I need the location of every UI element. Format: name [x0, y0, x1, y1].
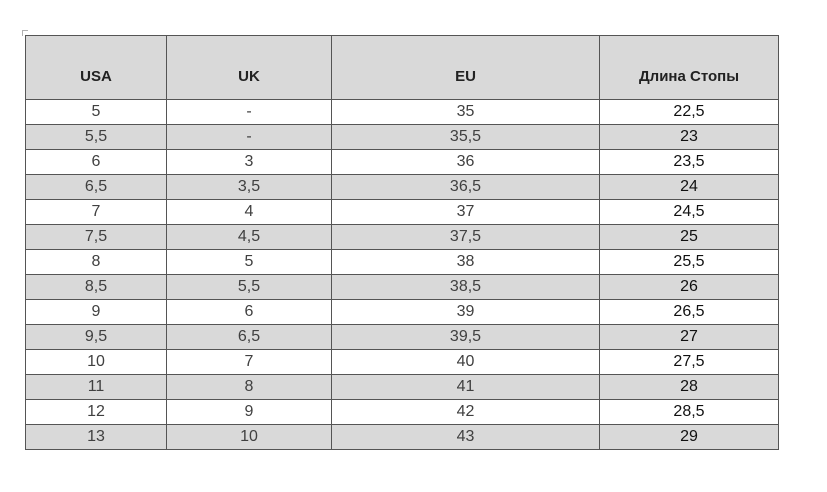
eu-cell: 36,5	[332, 175, 600, 200]
header-uk: UK	[167, 36, 332, 100]
foot-length-cell: 27	[600, 325, 779, 350]
table-row	[26, 100, 779, 125]
usa-cell: 6,5	[26, 175, 167, 200]
table-row	[26, 200, 779, 225]
usa-cell: 13	[26, 425, 167, 450]
uk-cell: 4	[167, 200, 332, 225]
usa-cell: 9	[26, 300, 167, 325]
eu-cell: 42	[332, 400, 600, 425]
foot-length-cell: 26,5	[600, 300, 779, 325]
foot-length-cell: 28	[600, 375, 779, 400]
table-row	[26, 150, 779, 175]
usa-cell: 5	[26, 100, 167, 125]
uk-cell: 6	[167, 300, 332, 325]
header-eu: EU	[332, 36, 600, 100]
eu-cell: 43	[332, 425, 600, 450]
eu-cell: 35	[332, 100, 600, 125]
eu-cell: 39,5	[332, 325, 600, 350]
eu-cell: 39	[332, 300, 600, 325]
eu-cell: 37,5	[332, 225, 600, 250]
foot-length-cell: 23	[600, 125, 779, 150]
table-body	[26, 100, 779, 450]
table-row	[26, 125, 779, 150]
eu-cell: 38	[332, 250, 600, 275]
uk-cell: 10	[167, 425, 332, 450]
usa-cell: 11	[26, 375, 167, 400]
uk-cell: 4,5	[167, 225, 332, 250]
uk-cell: 5	[167, 250, 332, 275]
header-foot-length: Длина Стопы	[600, 36, 779, 100]
uk-cell: 3	[167, 150, 332, 175]
foot-length-cell: 24,5	[600, 200, 779, 225]
foot-length-cell: 26	[600, 275, 779, 300]
foot-length-cell: 27,5	[600, 350, 779, 375]
foot-length-cell: 24	[600, 175, 779, 200]
eu-cell: 36	[332, 150, 600, 175]
foot-length-cell: 25	[600, 225, 779, 250]
uk-cell: -	[167, 125, 332, 150]
foot-length-cell: 25,5	[600, 250, 779, 275]
uk-cell: -	[167, 100, 332, 125]
usa-cell: 7,5	[26, 225, 167, 250]
foot-length-cell: 29	[600, 425, 779, 450]
uk-cell: 3,5	[167, 175, 332, 200]
usa-cell: 6	[26, 150, 167, 175]
table-row	[26, 275, 779, 300]
table-row	[26, 375, 779, 400]
usa-cell: 5,5	[26, 125, 167, 150]
table-row	[26, 350, 779, 375]
size-conversion-table	[25, 35, 779, 450]
eu-cell: 41	[332, 375, 600, 400]
table-row	[26, 425, 779, 450]
header-row	[26, 36, 779, 100]
usa-cell: 8,5	[26, 275, 167, 300]
table-row	[26, 400, 779, 425]
uk-cell: 5,5	[167, 275, 332, 300]
header-usa: USA	[26, 36, 167, 100]
usa-cell: 9,5	[26, 325, 167, 350]
usa-cell: 10	[26, 350, 167, 375]
foot-length-cell: 22,5	[600, 100, 779, 125]
uk-cell: 8	[167, 375, 332, 400]
eu-cell: 35,5	[332, 125, 600, 150]
usa-cell: 12	[26, 400, 167, 425]
table-row	[26, 175, 779, 200]
uk-cell: 6,5	[167, 325, 332, 350]
table-row	[26, 225, 779, 250]
eu-cell: 40	[332, 350, 600, 375]
uk-cell: 9	[167, 400, 332, 425]
table-row	[26, 250, 779, 275]
table-row	[26, 300, 779, 325]
foot-length-cell: 23,5	[600, 150, 779, 175]
table-row	[26, 325, 779, 350]
eu-cell: 38,5	[332, 275, 600, 300]
uk-cell: 7	[167, 350, 332, 375]
usa-cell: 8	[26, 250, 167, 275]
foot-length-cell: 28,5	[600, 400, 779, 425]
usa-cell: 7	[26, 200, 167, 225]
eu-cell: 37	[332, 200, 600, 225]
